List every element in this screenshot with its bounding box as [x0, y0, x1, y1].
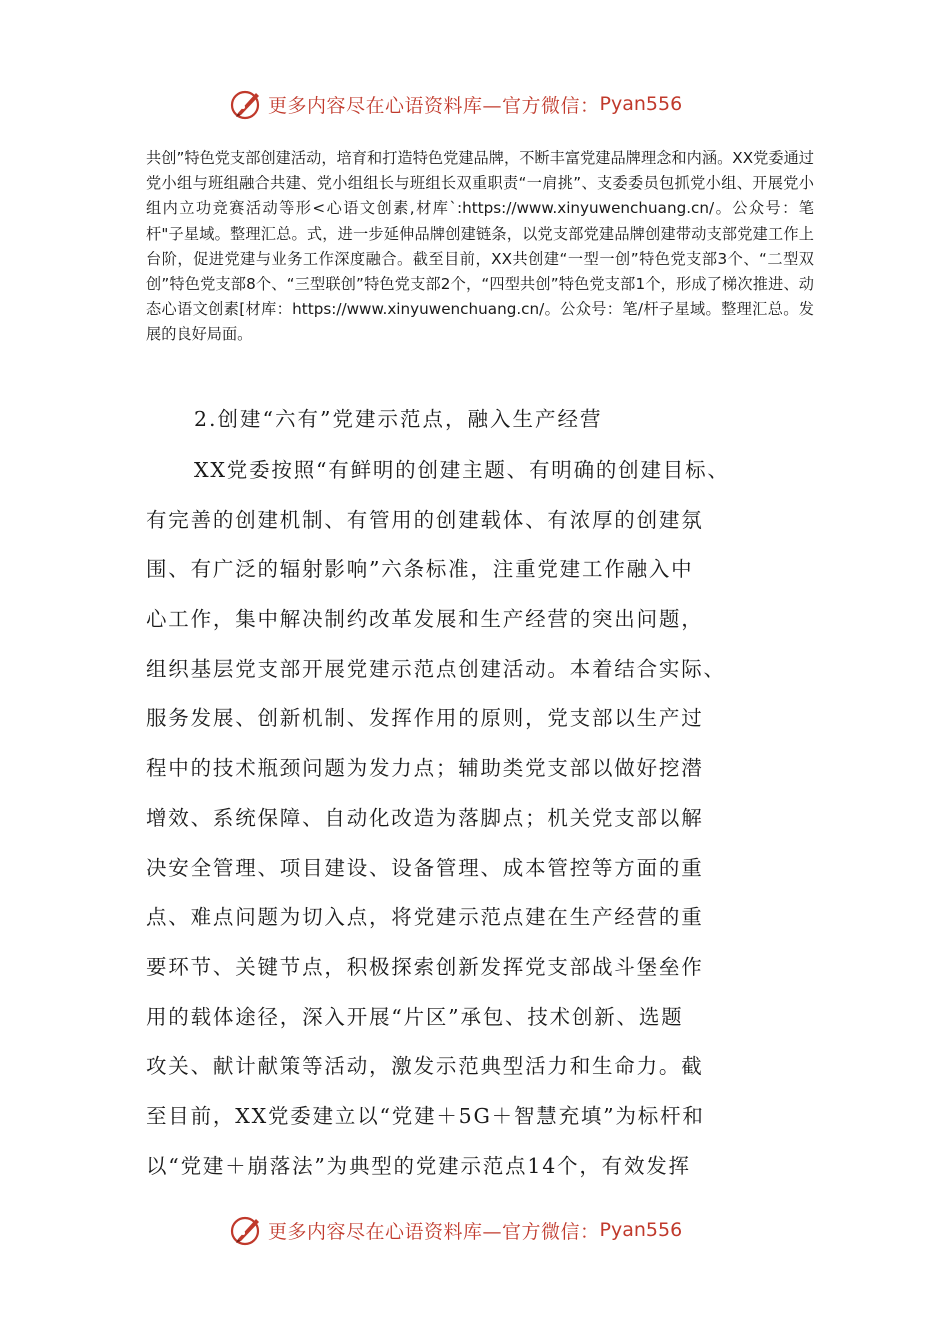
body-line: 决安全管理、项目建设、设备管理、成本管控等方面的重 [146, 855, 704, 880]
header-banner [230, 84, 682, 124]
body-line: 点、难点问题为切入点，将党建示范点建在生产经营的重 [146, 905, 704, 930]
intro-paragraph: 共创”特色党支部创建活动，培育和打造特色党建品牌，不断丰富党建品牌理念和内涵。XX党委通过党小组与班组融合共建、党小组组长与班组长双重职责“一肩挑”、支委委员包抓党小组、开展党小组内立功竞赛活动等形<心语文创素,材库`:https://www.xinyuwenchuang.cn/。公众号：笔杆"子星域。整理汇总。式，进一步延伸品牌创建链条，以党支部党建品牌创建带动支部党建工作上台阶，促进党建与业务工作深度融合。截至目前，XX共创建“一型一创”特色党支部3个、“二型双创”特色党支部8个、“三型联创”特色党支部2个，“四型共创”特色党支部1个，形成了梯次推进、动态心语文创素[材库：https://www.xinyuwenchuang.cn/。公众号：笔/杆子星域。整理汇总。发展的良好局面。 [146, 149, 814, 344]
body-line: 有完善的创建机制、有管用的创建载体、有浓厚的创建氛 [146, 507, 704, 532]
body-line: 心工作，集中解决制约改革发展和生产经营的突出问题， [146, 607, 704, 632]
body-line: 攻关、献计献策等活动，激发示范典型活力和生命力。截 [146, 1054, 704, 1079]
pen-logo-icon [230, 1213, 264, 1247]
body-line: 增效、系统保障、自动化改造为落脚点；机关党支部以解 [146, 805, 704, 830]
pen-logo-icon [230, 87, 264, 121]
banner-text: 更多内容尽在心语资料库—官方微信： [268, 1220, 600, 1243]
body-line: 以“党建＋崩落法”为典型的党建示范点14个，有效发挥 [146, 1153, 691, 1178]
body-line: 服务发展、创新机制、发挥作用的原则，党支部以生产过 [146, 706, 704, 731]
banner-wechat-id: Pyan556 [599, 1219, 683, 1241]
section-heading: 2.创建“六有”党建示范点，融入生产经营 [194, 407, 603, 431]
body-line: 用的载体途径，深入开展“片区”承包、技术创新、选题 [146, 1004, 684, 1029]
body-line: 组织基层党支部开展党建示范点创建活动。本着结合实际、 [146, 656, 726, 681]
body-line: 围、有广泛的辐射影响”六条标准，注重党建工作融入中 [146, 557, 694, 582]
body-text [146, 450, 826, 1195]
body-line: 至目前，XX党委建立以“党建＋5G＋智慧充填”为标杆和 [146, 1103, 705, 1128]
body-line: XX党委按照“有鲜明的创建主题、有明确的创建目标、 [194, 458, 730, 482]
body-line: 程中的技术瓶颈问题为发力点；辅助类党支部以做好挖潜 [146, 756, 704, 781]
body-line: 要环节、关键节点，积极探索创新发挥党支部战斗堡垒作 [146, 954, 704, 979]
footer-banner [230, 1210, 682, 1250]
banner-text: 更多内容尽在心语资料库—官方微信： [268, 94, 600, 117]
banner-wechat-id: Pyan556 [599, 93, 683, 115]
